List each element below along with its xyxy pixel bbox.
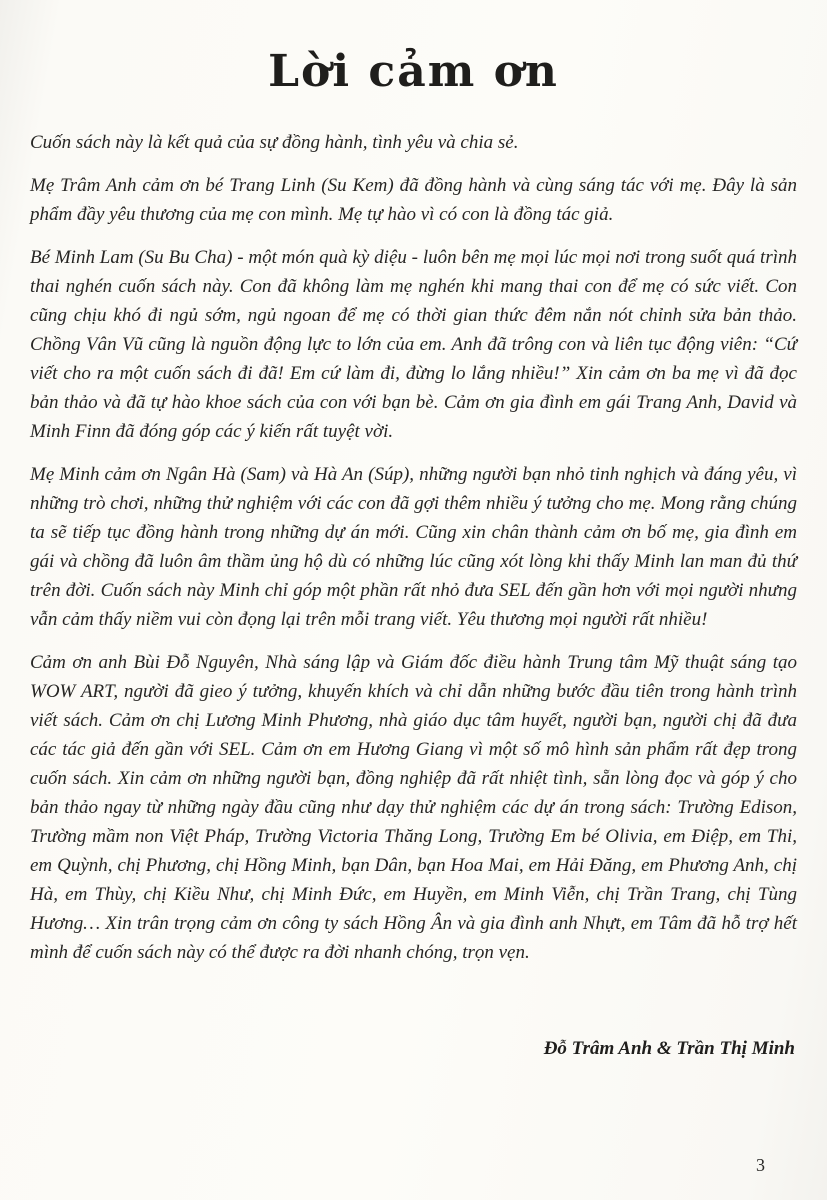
paragraph-5: Cảm ơn anh Bùi Đỗ Nguyên, Nhà sáng lập và Giám đốc điều hành Trung tâm Mỹ thuật sáng tạo WOW ART, người đã gieo ý tưởng, khuyến khích và chỉ dẫn những bước đầu tiên trong hành trình viết sách. Cảm ơn chị Lương Minh Phương, nhà giáo dục tâm huyết, người bạn, người chị đã đưa các tác giả đến gần với SEL. Cảm ơn em Hương Giang vì một số mô hình sản phẩm rất đẹp trong cuốn sách. Xin cảm ơn những người bạn, đồng nghiệp đã rất nhiệt tình, sẵn lòng đọc và góp ý cho bản thảo ngay từ những ngày đầu cũng như dạy thử nghiệm các dự án trong sách: Trường Edison, Trường mầm non Việt Pháp, Trường Victoria Thăng Long, Trường Em bé Olivia, em Điệp, em Thi, em Quỳnh, chị Phương, chị Hồng Minh, bạn Dân, bạn Hoa Mai, em Hải Đăng, em Phương Anh, chị Hà, em Thùy, chị Kiều Như, chị Minh Đức, em Huyền, em Minh Viễn, chị Trần Trang, chị Tùng Hương… Xin trân trọng cảm ơn công ty sách Hồng Ân và gia đình anh Nhựt, em Tâm đã hỗ trợ hết mình để cuốn sách này có thể được ra đời nhanh chóng, trọn vẹn.	[30, 652, 797, 963]
paragraph-1: Cuốn sách này là kết quả của sự đồng hành, tình yêu và chia sẻ.	[30, 132, 519, 153]
acknowledgments-body	[30, 128, 797, 981]
paragraph-4: Mẹ Minh cảm ơn Ngân Hà (Sam) và Hà An (Súp), những người bạn nhỏ tinh nghịch và đáng yêu, vì những trò chơi, những thử nghiệm với các con đã gợi thêm nhiều ý tưởng cho mẹ. Mong rằng chúng ta sẽ tiếp tục đồng hành trong những dự án mới. Cũng xin chân thành cảm ơn bố mẹ, gia đình em gái và chồng đã luôn âm thầm ủng hộ dù có những lúc cũng xót lòng khi thấy Minh lan man đủ thứ trên đời. Cuốn sách này Minh chỉ góp một phần rất nhỏ đưa SEL đến gần hơn với mọi người nhưng vẫn cảm thấy niềm vui còn đọng lại trên mỗi trang viết. Yêu thương mọi người rất nhiều!	[30, 464, 797, 630]
paragraph-2: Mẹ Trâm Anh cảm ơn bé Trang Linh (Su Kem) đã đồng hành và cùng sáng tác với mẹ. Đây là sản phẩm đầy yêu thương của mẹ con mình. Mẹ tự hào vì có con là đồng tác giả.	[30, 175, 797, 225]
page-title: Lời cảm ơn	[268, 46, 559, 97]
authors-signature: Đỗ Trâm Anh & Trần Thị Minh	[543, 1038, 795, 1059]
page-number: 3	[756, 1155, 765, 1175]
paragraph-3: Bé Minh Lam (Su Bu Cha) - một món quà kỳ diệu - luôn bên mẹ mọi lúc mọi nơi trong suốt quá trình thai nghén cuốn sách này. Con đã không làm mẹ nghén khi mang thai con để mẹ có sức viết. Con cũng chịu khó đi ngủ sớm, ngủ ngoan để mẹ có thời gian thức đêm nắn nót chỉnh sửa bản thảo. Chồng Vân Vũ cũng là nguồn động lực to lớn của em. Anh đã trông con và liên tục động viên: “Cứ viết cho ra một cuốn sách đi đã! Em cứ làm đi, đừng lo lắng nhiều!” Xin cảm ơn ba mẹ vì đã đọc bản thảo và đã tự hào khoe sách của con với bạn bè. Cảm ơn gia đình em gái Trang Anh, David và Minh Finn đã đóng góp các ý kiến rất tuyệt vời.	[30, 247, 797, 442]
